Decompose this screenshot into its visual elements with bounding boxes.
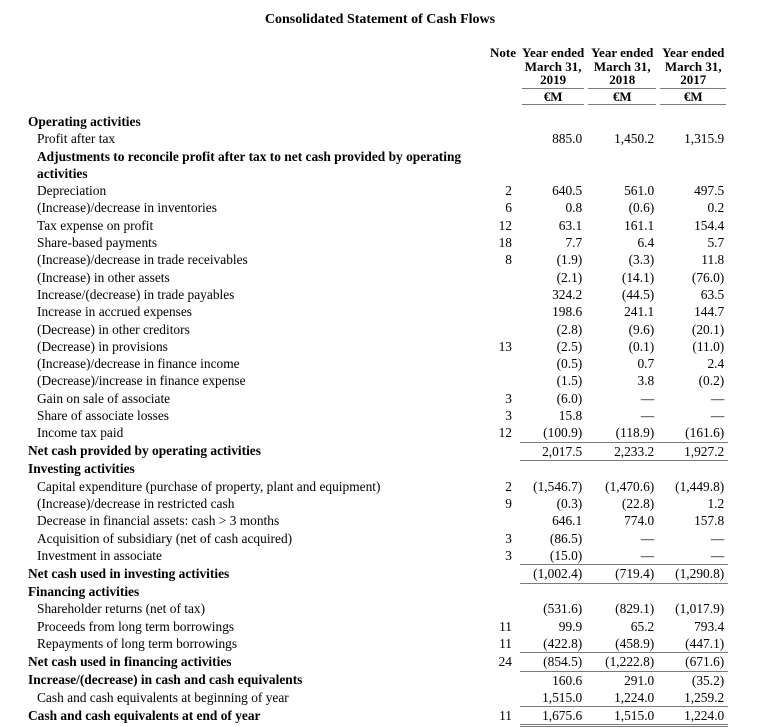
value-2019 <box>520 113 586 130</box>
value-2017: (76.0) <box>691 269 725 285</box>
value-2019: 646.1 <box>552 513 583 529</box>
row-note <box>486 286 520 303</box>
row-label: (Decrease)/increase in finance expense <box>37 373 246 389</box>
row-note: 12 <box>498 425 512 441</box>
line-item-row <box>28 234 728 251</box>
row-note: 11 <box>499 635 512 651</box>
value-2019: (1.5) <box>556 373 583 389</box>
row-label: Income tax paid <box>37 425 124 441</box>
value-2018: 1,450.2 <box>614 131 655 147</box>
line-item-row <box>28 269 728 286</box>
value-2019: (2.5) <box>556 338 583 354</box>
row-label: Profit after tax <box>37 131 116 147</box>
value-2019: 15.8 <box>558 408 583 424</box>
label-header <box>28 46 486 105</box>
line-item-row <box>28 321 728 338</box>
value-2019: 640.5 <box>552 183 583 199</box>
row-note <box>486 600 520 617</box>
row-note: 13 <box>498 338 512 354</box>
section-row <box>28 671 728 689</box>
line-item-row <box>28 618 728 635</box>
value-2019: (1.9) <box>556 252 583 268</box>
value-2017: 1.2 <box>707 496 725 512</box>
line-item-row <box>28 182 728 199</box>
value-2018: 6.4 <box>637 235 655 251</box>
column-header-year: 2017 <box>660 73 726 89</box>
value-2019: (6.0) <box>556 390 583 406</box>
row-note <box>486 442 520 460</box>
line-item-row <box>28 600 728 617</box>
value-2017 <box>658 148 728 183</box>
section-row <box>28 565 728 583</box>
value-2018: (1,470.6) <box>605 478 655 494</box>
row-note <box>486 355 520 372</box>
value-2018: (0.1) <box>628 338 655 354</box>
row-note <box>486 583 520 600</box>
value-2018: 3.8 <box>637 373 655 389</box>
line-item-row <box>28 372 728 389</box>
section-row <box>28 148 728 183</box>
value-2019 <box>520 583 586 600</box>
value-2019: (15.0) <box>520 547 586 565</box>
value-2017: 154.4 <box>694 217 725 233</box>
value-2017: (447.1) <box>658 635 728 653</box>
row-label: Investment in associate <box>37 547 162 563</box>
row-label: (Increase)/decrease in inventories <box>37 200 217 216</box>
value-2017: — <box>710 408 725 424</box>
row-note: 9 <box>505 496 512 512</box>
value-2018: (14.1) <box>621 269 655 285</box>
value-2019: 885.0 <box>552 131 583 147</box>
section-row <box>28 442 728 460</box>
row-note: 3 <box>505 547 512 563</box>
value-2017: 1,927.2 <box>658 442 728 460</box>
value-2017: 157.8 <box>694 513 725 529</box>
value-2018: 1,515.0 <box>586 707 658 726</box>
value-2018: (719.4) <box>586 565 658 583</box>
line-item-row <box>28 478 728 495</box>
column-header-year: 2019 <box>522 73 584 89</box>
column-header-unit: €M <box>588 89 656 106</box>
cash-flow-statement <box>28 46 728 727</box>
line-item-row <box>28 355 728 372</box>
line-item-row <box>28 530 728 547</box>
row-label: (Decrease) in other creditors <box>37 321 190 337</box>
value-2018: 774.0 <box>624 513 655 529</box>
line-item-row <box>28 512 728 529</box>
value-2018: (44.5) <box>621 286 655 302</box>
value-2018: 1,224.0 <box>586 689 658 707</box>
value-2019: (1,546.7) <box>533 478 583 494</box>
row-note: 11 <box>499 618 512 634</box>
row-label: Investing activities <box>28 461 135 477</box>
row-label: Cash and cash equivalents at end of year <box>28 707 261 723</box>
cash-flow-table <box>28 46 728 727</box>
statement-title: Consolidated Statement of Cash Flows <box>264 12 496 27</box>
value-2017: — <box>710 390 725 406</box>
value-2017: (11.0) <box>692 338 725 354</box>
value-2019: 7.7 <box>565 235 583 251</box>
value-2019: 0.8 <box>565 200 583 216</box>
value-2019: 63.1 <box>558 217 583 233</box>
line-item-row <box>28 303 728 320</box>
line-item-row <box>28 407 728 424</box>
value-2019: (422.8) <box>520 635 586 653</box>
row-note: 6 <box>505 200 512 216</box>
row-label: (Increase)/decrease in trade receivables <box>37 252 248 268</box>
value-2017: 2.4 <box>707 356 725 372</box>
value-2017: 1,315.9 <box>684 131 725 147</box>
row-label: (Decrease) in provisions <box>37 338 168 354</box>
value-2018: 291.0 <box>624 672 655 688</box>
value-2019: (2.8) <box>556 321 583 337</box>
row-label: Gain on sale of associate <box>37 390 171 406</box>
value-2018 <box>586 583 658 600</box>
row-note <box>486 512 520 529</box>
value-2018: (118.9) <box>586 424 658 442</box>
row-label: Decrease in financial assets: cash > 3 months <box>37 513 280 529</box>
value-2019: (2.1) <box>556 269 583 285</box>
value-2017 <box>658 113 728 130</box>
section-row <box>28 460 728 477</box>
section-row <box>28 583 728 600</box>
line-item-row <box>28 217 728 234</box>
value-2019: 160.6 <box>552 672 583 688</box>
value-2018: 561.0 <box>624 183 655 199</box>
value-2017: (1,449.8) <box>675 478 725 494</box>
value-2019: (854.5) <box>520 653 586 671</box>
row-note: 3 <box>505 530 512 546</box>
row-label: (Increase)/decrease in finance income <box>37 356 240 372</box>
value-2017: (20.1) <box>691 321 725 337</box>
value-2017: 0.2 <box>707 200 725 216</box>
value-2018: — <box>640 390 655 406</box>
row-note <box>486 303 520 320</box>
row-label: Share-based payments <box>37 235 158 251</box>
value-2019: (0.3) <box>556 496 583 512</box>
value-2018: (9.6) <box>628 321 655 337</box>
line-item-row <box>28 424 728 442</box>
line-item-row <box>28 338 728 355</box>
column-header-line2: March 31, <box>593 58 651 74</box>
line-item-row <box>28 689 728 707</box>
value-2017: (161.6) <box>658 424 728 442</box>
value-2018 <box>586 460 658 477</box>
value-2018: 241.1 <box>624 304 655 320</box>
column-header-line1: Year ended <box>662 45 725 60</box>
value-2019: 99.9 <box>558 618 583 634</box>
value-2017: (671.6) <box>658 653 728 671</box>
value-2018: (22.8) <box>621 496 655 512</box>
value-2019: (0.5) <box>556 356 583 372</box>
line-item-row <box>28 390 728 407</box>
value-2019: 2,017.5 <box>520 442 586 460</box>
column-header-line2: March 31, <box>524 58 582 74</box>
row-label: Increase/(decrease) in cash and cash equivalents <box>28 672 303 687</box>
row-label: Tax expense on profit <box>37 217 154 233</box>
column-header-2019 <box>520 46 586 105</box>
value-2018: — <box>586 547 658 565</box>
row-note <box>486 269 520 286</box>
row-note <box>486 671 520 689</box>
row-note: 8 <box>505 252 512 268</box>
line-item-row <box>28 635 728 653</box>
row-note: 3 <box>505 390 512 406</box>
value-2017: 1,224.0 <box>658 707 728 726</box>
row-label: Capital expenditure (purchase of property, plant and equipment) <box>37 478 381 494</box>
value-2018: (3.3) <box>628 252 655 268</box>
row-note: 24 <box>498 653 512 669</box>
value-2017 <box>658 583 728 600</box>
row-note <box>486 148 520 183</box>
row-note <box>486 113 520 130</box>
line-item-row <box>28 251 728 268</box>
value-2018: 65.2 <box>630 618 655 634</box>
value-2017: 1,259.2 <box>658 689 728 707</box>
value-2019: (531.6) <box>543 601 583 617</box>
row-note: 2 <box>505 478 512 494</box>
row-label: Shareholder returns (net of tax) <box>37 601 206 617</box>
row-note <box>486 321 520 338</box>
row-label: Acquisition of subsidiary (net of cash acquired) <box>37 530 293 546</box>
value-2018: (0.6) <box>628 200 655 216</box>
line-item-row <box>28 495 728 512</box>
column-header-2018 <box>586 46 658 105</box>
note-header: Note <box>490 45 516 60</box>
header-spacer <box>28 105 728 113</box>
value-2017: 11.8 <box>701 252 725 268</box>
row-label: Depreciation <box>37 183 107 199</box>
row-label: Increase/(decrease) in trade payables <box>37 286 235 302</box>
value-2019: (86.5) <box>549 530 583 546</box>
line-item-row <box>28 199 728 216</box>
column-header-line2: March 31, <box>664 58 722 74</box>
row-note <box>486 372 520 389</box>
line-item-row <box>28 547 728 565</box>
row-note <box>486 460 520 477</box>
value-2019 <box>520 460 586 477</box>
value-2017: 63.5 <box>700 286 725 302</box>
value-2018: — <box>640 530 655 546</box>
row-label: (Increase) in other assets <box>37 269 170 285</box>
row-note: 12 <box>498 217 512 233</box>
value-2017: — <box>658 547 728 565</box>
value-2019 <box>520 148 586 183</box>
value-2017: 5.7 <box>707 235 725 251</box>
value-2019: (1,002.4) <box>520 565 586 583</box>
row-note <box>486 689 520 707</box>
row-label: Cash and cash equivalents at beginning of year <box>37 689 289 705</box>
value-2017: (0.2) <box>698 373 725 389</box>
column-header-year: 2018 <box>588 73 656 89</box>
row-label: (Increase)/decrease in restricted cash <box>37 496 235 512</box>
row-label: Increase in accrued expenses <box>37 304 193 320</box>
value-2017: 793.4 <box>694 618 725 634</box>
row-label: Share of associate losses <box>37 408 170 424</box>
column-header-row <box>28 46 728 105</box>
row-label: Net cash used in financing activities <box>28 653 232 669</box>
column-header-line1: Year ended <box>591 45 654 60</box>
value-2018: — <box>640 408 655 424</box>
value-2018: (1,222.8) <box>586 653 658 671</box>
row-note: 11 <box>499 707 512 723</box>
value-2018: 0.7 <box>637 356 655 372</box>
row-label: Operating activities <box>28 114 141 129</box>
column-header-line1: Year ended <box>522 45 585 60</box>
value-2018: (829.1) <box>615 601 655 617</box>
row-note: 18 <box>498 235 512 251</box>
column-header-unit: €M <box>660 89 726 106</box>
value-2018: (458.9) <box>586 635 658 653</box>
column-header-unit: €M <box>522 89 584 106</box>
row-label: Adjustments to reconcile profit after tax to net cash provided by operating activities <box>37 148 462 181</box>
value-2017: — <box>710 530 725 546</box>
row-note: 3 <box>505 408 512 424</box>
row-note <box>486 130 520 147</box>
row-label: Proceeds from long term borrowings <box>37 618 235 634</box>
value-2017: 497.5 <box>694 183 725 199</box>
column-header-2017 <box>658 46 728 105</box>
value-2017: (1,290.8) <box>658 565 728 583</box>
value-2018: 161.1 <box>624 217 655 233</box>
value-2017: 144.7 <box>694 304 725 320</box>
value-2019: 324.2 <box>552 286 583 302</box>
row-note: 2 <box>505 183 512 199</box>
line-item-row <box>28 130 728 147</box>
line-item-row <box>28 286 728 303</box>
row-note <box>486 565 520 583</box>
row-label: Net cash provided by operating activities <box>28 443 261 459</box>
value-2017: (1,017.9) <box>675 601 725 617</box>
value-2017 <box>658 460 728 477</box>
value-2019: 198.6 <box>552 304 583 320</box>
value-2018: 2,233.2 <box>586 442 658 460</box>
row-label: Repayments of long term borrowings <box>37 635 238 651</box>
value-2019: 1,675.6 <box>520 707 586 726</box>
statement-rows <box>28 113 728 726</box>
value-2018 <box>586 113 658 130</box>
row-label: Net cash used in investing activities <box>28 565 230 581</box>
row-label: Financing activities <box>28 584 140 600</box>
value-2017: (35.2) <box>691 672 725 688</box>
section-row <box>28 653 728 671</box>
value-2018 <box>586 148 658 183</box>
value-2019: 1,515.0 <box>520 689 586 707</box>
value-2019: (100.9) <box>520 424 586 442</box>
section-row <box>28 113 728 130</box>
